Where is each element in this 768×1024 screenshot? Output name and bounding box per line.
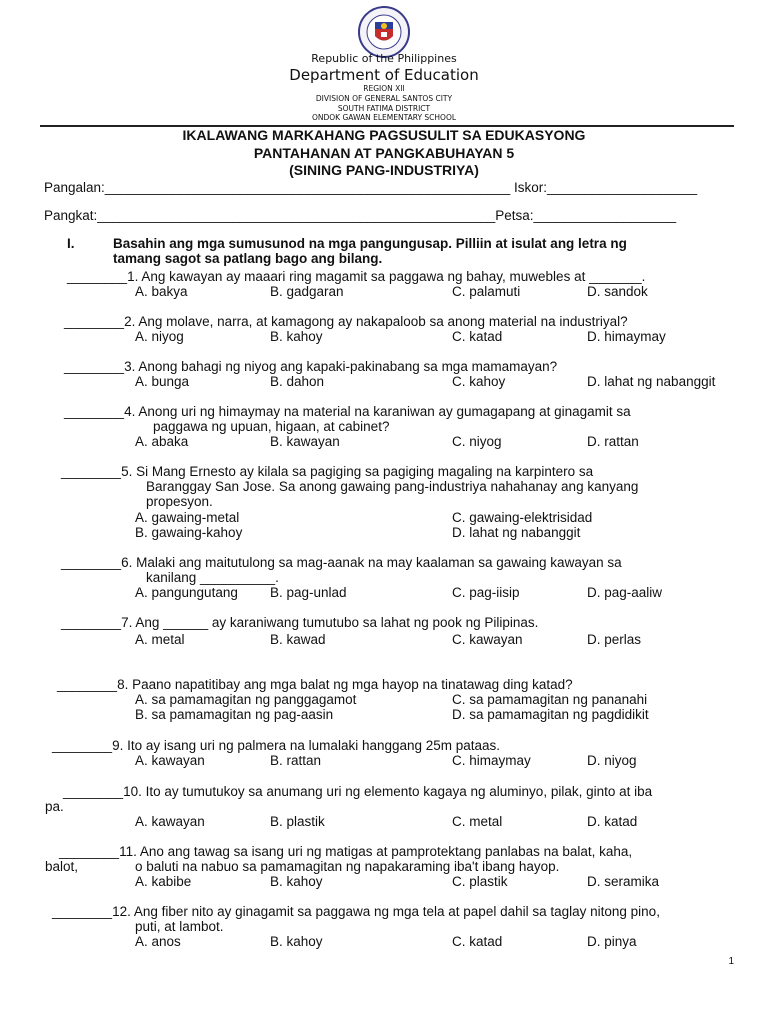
page-number: 1 xyxy=(728,956,734,967)
q2-choice-d: D. himaymay xyxy=(587,329,666,344)
region-label: REGION XII xyxy=(363,84,405,93)
q1-choice-d: D. sandok xyxy=(587,284,648,299)
q10-choice-b: B. plastik xyxy=(270,814,325,829)
q2-choice-a: A. niyog xyxy=(135,329,184,344)
question-2-stem: ________2. Ang molave, narra, at kamagong ay nakapaloob sa anong material na industriyal? xyxy=(64,314,628,329)
q11-choice-b: B. kahoy xyxy=(270,874,323,889)
q7-choice-b: B. kawad xyxy=(270,632,326,647)
question-9-stem: ________9. Ito ay isang uri ng palmera na lumalaki hanggang 25m pataas. xyxy=(52,738,501,753)
section-number: I. xyxy=(67,236,75,251)
question-6-stem-cont: kanilang __________. xyxy=(146,570,279,585)
question-8-stem: ________8. Paano napatitibay ang mga balat ng mga hayop na tinatawag ding katad? xyxy=(57,677,573,692)
section-date-field[interactable]: Pangkat:_____________________________________________________Petsa:___________________ xyxy=(44,208,677,223)
q3-choice-a: A. bunga xyxy=(135,374,190,389)
q5-choice-c: C. gawaing-elektrisidad xyxy=(452,510,593,525)
q8-choice-c: C. sa pamamagitan ng pananahi xyxy=(452,692,648,707)
question-12-stem: ________12. Ang fiber nito ay ginagamit sa paggawa ng mga tela at papel dahil sa taglay nitong pino, xyxy=(52,904,660,919)
question-4-stem: ________4. Anong uri ng himaymay na material na karaniwan ay gumagapang at ginagamit sa xyxy=(64,404,631,419)
q12-choice-a: A. anos xyxy=(135,934,181,949)
q3-choice-b: B. dahon xyxy=(270,374,325,389)
q4-choice-c: C. niyog xyxy=(452,434,502,449)
school-label: ONDOK GAWAN ELEMENTARY SCHOOL xyxy=(311,113,457,122)
q6-choice-a: A. pangungutang xyxy=(135,585,238,600)
question-10-stem: ________10. Ito ay tumutukoy sa anumang uri ng elemento kagaya ng aluminyo, pilak, ginto at iba xyxy=(63,784,653,799)
q4-choice-d: D. rattan xyxy=(587,434,639,449)
q2-choice-c: C. katad xyxy=(452,329,503,344)
q9-choice-b: B. rattan xyxy=(270,753,322,768)
district-label: SOUTH FATIMA DISTRICT xyxy=(337,104,431,113)
q12-choice-b: B. kahoy xyxy=(270,934,323,949)
q1-choice-b: B. gadgaran xyxy=(270,284,344,299)
q8-choice-a: A. sa pamamagitan ng panggagamot xyxy=(135,692,357,707)
q11-choice-d: D. seramika xyxy=(587,874,660,889)
q12-choice-c: C. katad xyxy=(452,934,503,949)
q4-choice-b: B. kawayan xyxy=(270,434,340,449)
name-score-field[interactable]: Pangalan:______________________________________________________ Iskor:____________________ xyxy=(44,180,698,195)
q6-choice-b: B. pag-unlad xyxy=(270,585,347,600)
q1-choice-c: C. palamuti xyxy=(452,284,521,299)
division-label: DIVISION OF GENERAL SANTOS CITY xyxy=(315,94,453,103)
q6-choice-c: C. pag-iisip xyxy=(452,585,520,600)
deped-seal-logo xyxy=(358,6,410,58)
q5-choice-a: A. gawaing-metal xyxy=(135,510,240,525)
exam-title-line3: (SINING PANG-INDUSTRIYA) xyxy=(289,162,479,178)
q7-choice-d: D. perlas xyxy=(587,632,642,647)
q4-choice-a: A. abaka xyxy=(135,434,189,449)
q10-choice-c: C. metal xyxy=(452,814,503,829)
q3-choice-d: D. lahat ng nabanggit xyxy=(587,374,716,389)
q9-choice-d: D. niyog xyxy=(587,753,637,768)
q7-choice-c: C. kawayan xyxy=(452,632,523,647)
q1-choice-a: A. bakya xyxy=(135,284,188,299)
exam-title-line1: IKALAWANG MARKAHANG PAGSUSULIT SA EDUKASYONG xyxy=(182,127,586,143)
question-5-stem-cont2: propesyon. xyxy=(146,494,213,509)
q8-choice-b: B. sa pamamagitan ng pag-aasin xyxy=(135,707,334,722)
question-5-stem: ________5. Si Mang Ernesto ay kilala sa pagiging sa pagiging magaling na karpintero sa xyxy=(61,464,594,479)
republic-label: Republic of the Philippines xyxy=(311,52,457,65)
q9-choice-c: C. himaymay xyxy=(452,753,531,768)
exam-title-line2: PANTAHANAN AT PANGKABUHAYAN 5 xyxy=(253,145,515,161)
q11-choice-c: C. plastik xyxy=(452,874,508,889)
q10-choice-d: D. katad xyxy=(587,814,638,829)
question-12-stem-cont: puti, at lambot. xyxy=(135,919,224,934)
question-11-stem: ________11. Ano ang tawag sa isang uri ng matigas at pamprotektang panlabas na balat, kaha, xyxy=(59,844,633,859)
q3-choice-c: C. kahoy xyxy=(452,374,506,389)
question-1-stem: ________1. Ang kawayan ay maaari ring magamit sa paggawa ng bahay, muwebles at _______. xyxy=(67,269,646,284)
q12-choice-d: D. pinya xyxy=(587,934,637,949)
q6-choice-d: D. pag-aaliw xyxy=(587,585,663,600)
question-7-stem: ________7. Ang ______ ay karaniwang tumutubo sa lahat ng pook ng Pilipinas. xyxy=(61,615,539,630)
question-3-stem: ________3. Anong bahagi ng niyog ang kapaki-pakinabang sa mga mamamayan? xyxy=(64,359,558,374)
q8-choice-d: D. sa pamamagitan ng pagdidikit xyxy=(452,707,649,722)
instruction-line2: tamang sagot sa patlang bago ang bilang. xyxy=(113,251,383,266)
q5-choice-b: B. gawaing-kahoy xyxy=(135,525,243,540)
q5-choice-d: D. lahat ng nabanggit xyxy=(452,525,581,540)
question-11-stem-lead: balot, xyxy=(45,859,79,874)
q9-choice-a: A. kawayan xyxy=(135,753,205,768)
q11-choice-a: A. kabibe xyxy=(135,874,192,889)
q7-choice-a: A. metal xyxy=(135,632,185,647)
question-5-stem-cont: Baranggay San Jose. Sa anong gawaing pang-industriya nahahanay ang kanyang xyxy=(146,479,639,494)
question-11-stem-cont: o baluti na nabuo sa pamamagitan ng napakaraming iba't ibang hayop. xyxy=(135,859,560,874)
question-6-stem: ________6. Malaki ang maitutulong sa mag-aanak na may kaalaman sa gawaing kawayan sa xyxy=(61,555,622,570)
question-10-stem-cont: pa. xyxy=(45,799,64,814)
q10-choice-a: A. kawayan xyxy=(135,814,205,829)
q2-choice-b: B. kahoy xyxy=(270,329,323,344)
department-label: Department of Education xyxy=(289,66,479,84)
question-4-stem-cont: paggawa ng upuan, higaan, at cabinet? xyxy=(153,419,390,434)
instruction-line1: Basahin ang mga sumusunod na mga pangungusap. Pilliin at isulat ang letra ng xyxy=(113,236,627,251)
